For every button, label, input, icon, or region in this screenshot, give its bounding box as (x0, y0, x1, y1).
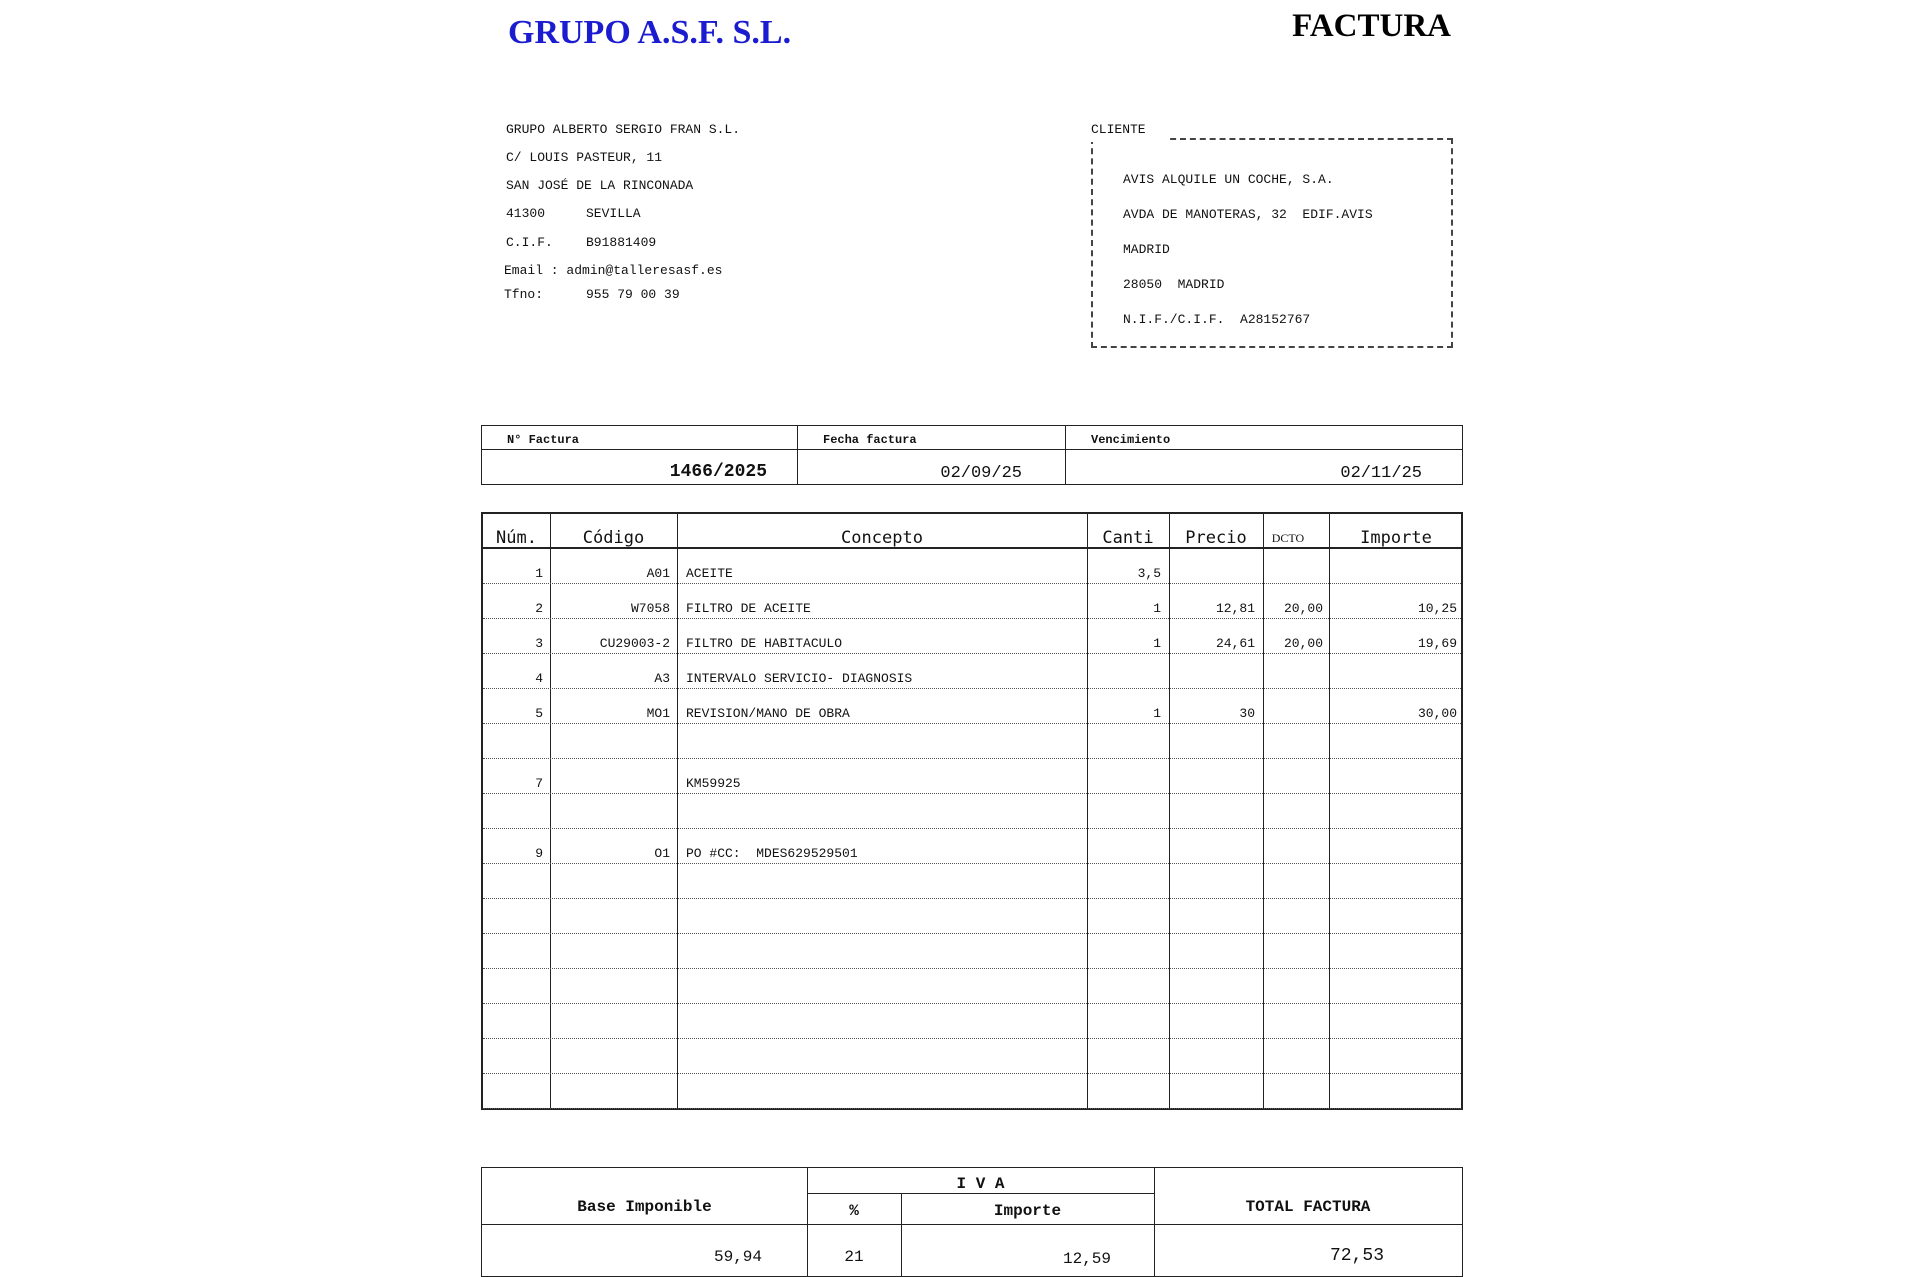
total-label: TOTAL FACTURA (1245, 1198, 1371, 1216)
row-qty: 1 (1153, 601, 1161, 616)
invoice-due-date: 02/11/25 (1340, 464, 1422, 483)
col-header-num: Núm. (496, 528, 537, 548)
row-separator (483, 618, 1461, 619)
row-separator (483, 968, 1461, 969)
row-separator (483, 1003, 1461, 1004)
col-header-code: Código (582, 528, 645, 548)
row-separator (483, 898, 1461, 899)
sender-city: SEVILLA (586, 206, 641, 221)
row-separator (483, 688, 1461, 689)
vat-amount-label: Importe (993, 1202, 1062, 1220)
invoice-date: 02/09/25 (940, 464, 1022, 483)
row-price: 30 (1239, 706, 1255, 721)
col-header-price: Precio (1185, 528, 1247, 548)
company-brand: GRUPO A.S.F. S.L. (508, 14, 792, 51)
row-qty: 3,5 (1137, 566, 1161, 581)
row-num: 9 (535, 846, 543, 861)
row-qty: 1 (1153, 706, 1161, 721)
vat-amount: 12,59 (1062, 1250, 1111, 1268)
row-concept: FILTRO DE ACEITE (686, 601, 811, 616)
row-discount: 20,00 (1283, 601, 1323, 616)
row-concept: INTERVALO SERVICIO- DIAGNOSIS (686, 671, 913, 686)
row-code: A01 (646, 566, 670, 581)
document-type-title: FACTURA (1292, 8, 1451, 44)
totals-table (481, 1167, 1463, 1277)
row-num: 2 (535, 601, 543, 616)
row-num: 7 (535, 776, 543, 791)
row-separator (483, 863, 1461, 864)
client-nif-line: N.I.F./C.I.F. A28152767 (1123, 312, 1311, 327)
invoice-date-label: Fecha factura (823, 433, 917, 447)
row-code: O1 (654, 846, 670, 861)
row-amount: 19,69 (1417, 636, 1457, 651)
row-code: CU29003-2 (599, 636, 670, 651)
sender-cif: B91881409 (586, 235, 657, 250)
row-code: W7058 (630, 601, 670, 616)
row-separator (483, 1038, 1461, 1039)
items-table (481, 512, 1463, 1110)
row-separator (483, 793, 1461, 794)
row-num: 4 (535, 671, 543, 686)
sender-email: Email : admin@talleresasf.es (504, 263, 723, 278)
client-box (1091, 138, 1453, 348)
col-header-discount: DCTO (1271, 531, 1305, 545)
sender-cif-label: C.I.F. (506, 235, 553, 250)
row-code: A3 (654, 671, 670, 686)
vat-percent-label: % (849, 1202, 859, 1220)
row-price: 12,81 (1215, 601, 1255, 616)
row-separator (483, 1108, 1461, 1109)
invoice-due-label: Vencimiento (1091, 433, 1171, 447)
sender-phone-label: Tfno: (504, 287, 544, 302)
row-concept: ACEITE (686, 566, 733, 581)
sender-phone: 955 79 00 39 (586, 287, 680, 302)
row-concept: REVISION/MANO DE OBRA (686, 706, 850, 721)
row-amount: 30,00 (1417, 706, 1457, 721)
row-concept: KM59925 (686, 776, 741, 791)
base-label: Base Imponible (577, 1198, 712, 1216)
row-num: 1 (535, 566, 543, 581)
client-label: CLIENTE (1091, 122, 1146, 137)
row-separator (483, 1073, 1461, 1074)
invoice-number-label: N° Factura (507, 433, 580, 447)
row-separator (483, 583, 1461, 584)
row-num: 3 (535, 636, 543, 651)
row-code: MO1 (646, 706, 670, 721)
row-discount: 20,00 (1283, 636, 1323, 651)
row-separator (483, 828, 1461, 829)
client-address: AVDA DE MANOTERAS, 32 EDIF.AVIS (1123, 207, 1373, 222)
invoice-info-table (481, 425, 1463, 485)
total-value: 72,53 (1329, 1246, 1384, 1266)
row-amount: 10,25 (1417, 601, 1457, 616)
col-header-amount: Importe (1360, 528, 1432, 548)
row-separator (483, 723, 1461, 724)
sender-postal-code: 41300 (506, 206, 546, 221)
row-concept: FILTRO DE HABITACULO (686, 636, 843, 651)
row-separator (483, 933, 1461, 934)
col-header-qty: Canti (1102, 528, 1154, 548)
row-separator (483, 758, 1461, 759)
row-separator (483, 653, 1461, 654)
client-city: MADRID (1123, 242, 1170, 257)
client-name: AVIS ALQUILE UN COCHE, S.A. (1123, 172, 1334, 187)
row-num: 5 (535, 706, 543, 721)
sender-town: SAN JOSÉ DE LA RINCONADA (506, 178, 694, 193)
row-qty: 1 (1153, 636, 1161, 651)
sender-street: C/ LOUIS PASTEUR, 11 (506, 150, 663, 165)
client-postal-line: 28050 MADRID (1123, 277, 1225, 292)
invoice-number: 1466/2025 (669, 462, 767, 482)
col-header-concept: Concepto (841, 528, 923, 548)
row-concept: PO #CC: MDES629529501 (686, 846, 858, 861)
base-value: 59,94 (713, 1248, 762, 1266)
vat-percent: 21 (844, 1248, 864, 1266)
sender-name: GRUPO ALBERTO SERGIO FRAN S.L. (506, 122, 741, 137)
row-price: 24,61 (1215, 636, 1255, 651)
vat-label: I V A (956, 1175, 1005, 1193)
